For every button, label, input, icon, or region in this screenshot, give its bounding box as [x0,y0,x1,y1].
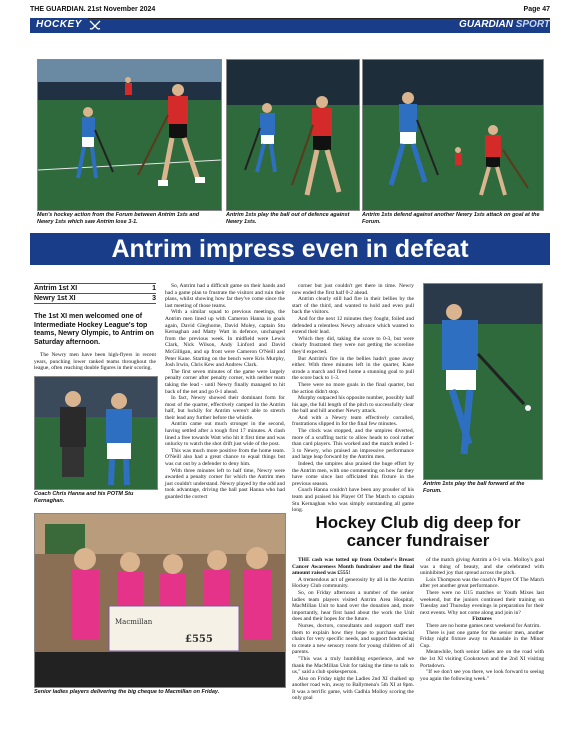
headline-antrim-impress: Antrim impress even in defeat [30,233,550,265]
paragraph: Antrim clearly still had fire in their bellies by the start of the third, and wanted to hold and even pull back the visitors. [292,296,414,316]
paragraph: corner but just couldn't get there in time. Newry now ended the first half 0-2 ahead. [292,283,414,296]
masthead [30,6,550,16]
paragraph: The Newry men have been high-flyers in recent years, punching lower ranked teams throughout the league, often reaching double figures in their scoring. [34,352,156,372]
hockey-sticks-icon [88,20,102,30]
paragraph: Which they did, taking the score to 0-3, but were clearly frustrated they were not getting the scoreline they'd expected. [292,335,414,355]
paragraph: Murphy outpaced his opposite number, possibly half his age, the full length of the pitch to successfully clear the ball and hill another Newry attack. [292,395,414,415]
score-team: Antrim 1st XI [34,285,78,292]
masthead-page-number: Page 47 [523,6,550,13]
paragraph: A tremendous act of generosity by all in the Antrim Hockey Club community. [292,576,414,590]
paragraph: "If we don't see you there, we look forward to seeing you again the following week." [420,669,544,682]
photo-men-action [37,59,222,211]
photo-ball-forward [423,283,543,480]
paragraph: There were no more goals in the final quarter, but the action didn't stop. [292,381,414,395]
paragraph: Meanwhile, both senior ladies are on the road with the 1st XI visiting Cookstown and the 2nd XI visiting Portadown. [420,649,544,669]
score-row [34,283,156,293]
paragraph: There were no U15 matches or Youth Mixes last weekend, but the juniors continued their training on Tuesday and Thursday evenings in preparation for their next events. Why not come along and join in? [420,589,544,616]
svg-text:Macmillan: Macmillan [115,618,153,626]
paragraph: There are no home games next weekend for Antrim. [426,622,541,629]
caption-photo1: Men's hockey action from the Forum between Antrim 1sts and Newry 1sts which saw Antrim lose 3-1. [37,212,200,225]
logo-sport: SPORT [515,19,550,30]
paragraph: THE cash was totted up from October's Breast Cancer Awareness Month fundraiser and the final amount raised was £555! [292,557,414,577]
article1-col1 [34,352,156,372]
paragraph: "This was a truly humbling experience, and we thank the MacMillan Unit for taking the time to talk to us," said a club spokesperson. [292,655,414,676]
paragraph: With three minutes left to half time, Newry were awarded a penalty corner for which the Antrim men just couldn't understand. Newry played by the odd and took advantage, driving the ball past Hanna who had guarded the correct [165,467,285,500]
score-value: 3 [152,295,156,302]
photo-coach-potm [34,376,158,490]
paragraph: This was much more positive from the home team. O'Neill also had a great chance to equal things but was cut out by a defender to deny him. [165,447,285,468]
logo-main: GUARDIAN [459,19,513,30]
paragraph: So, on Friday afternoon a number of the senior ladies team players visited Antrim Area Hospital, MacMillan Unit to hand over the donation and, more importantly, hear first hand about the work the Unit does and their hopes for the future. [292,589,414,623]
paragraph: The clock was stopped, and the umpires diverted, more of a scuffing tactic to allow heads to cool rather than card players. This worked and the match ended 1-3 to Newry, who praised an impressive performance and large leap forward by the Antrim men. [292,428,414,461]
article1-intro: The 1st XI men welcomed one of Intermediate Hockey League's top teams, Newry Olympic, to Antrim on Saturday afternoon. [34,313,154,346]
caption-photo4: Coach Chris Hanna and his POTM Stu Kernaghan. [34,491,134,504]
score-box [34,283,156,304]
caption-photo3: Antrim 1sts defend against another Newry 1sts attack on goal at the Forum. [362,212,540,225]
caption-photo2: Antrim 1sts play the ball out of defence against Newry 1sts. [226,212,350,225]
paragraph: But Antrim's fire in the bellies hadn't gone away either. With three minutes left in the quarter, Kane strode a march and fired home a stunning goal to pull the score back to 1-3. [292,355,414,382]
paragraph: So, Antrim had a difficult game on their hands and had a game plan to frustrate the visitors and ruin their plans, whilst showing how far they've come since the last meeting of those teams. [165,283,285,309]
score-row [34,293,156,304]
caption-photo5: Antrim 1sts play the ball forward at the Forum. [423,481,525,494]
paragraph: There is just one game for the senior men, another Friday night fixture away to Annadale in the Minor Cup. [420,629,544,649]
article2-col2 [420,557,544,682]
paragraph: Antrim came out much stronger in the second, having settled after a tough first 17 minutes. A clash lined a free towards Watt who hit it first time and was unlucky to watch the shot drift just wide of the post. [165,421,285,448]
score-value: 1 [152,285,156,292]
article2-col1 [292,557,414,702]
paragraph: of the match giving Antrim a 0-1 win. Molloy's goal was a thing of beauty, and she celebrated with uninhibited joy that spread across the pitch. [420,557,544,577]
paragraph: Indeed, the umpires also praised the huge effort by the Antrim men, with one commenting on how far they have come since last officiated this fixture in the previous season. [292,461,414,487]
paragraph: With a similar squad to previous meetings, the Antrim men lined up with Cameron Hanna in goals again, David Gleghorne, David Moley, captain Stu Kernaghan and Matty Watt in defence, unchanged from the previous week. In midfield were Lewis Clark, Nick Wilson, Andy Linford and David McGilligan, and up front were Cameron O'Neill and Peter Kane. Starting on the bench were Kris Murphy, Josh Irwin, Chris Kew and Andrew Clark. [165,309,285,369]
paragraph: Also on Friday night the Ladies 2nd XI chalked up another road win, away to Ballymena's 5th XI at 8pm. It was a terrific game, with Cadhla Molloy scoring the only goal [292,675,414,702]
photo-defend-attack [362,59,544,211]
paragraph: Coach Hanna couldn't have been any prouder of his team and praised his Player Of The Match to captain Stu Kernaghan who was simply outstanding all game long. [292,487,414,514]
paragraph: In fact, Newry showed their dominant form for most of the quarter, effectively camped in the Antrim half, but luckily for Antrim weren't able to stretch their lead any further before the whistle. [165,395,285,421]
masthead-paper-date: THE GUARDIAN. 21st November 2024 [30,6,156,13]
fixtures-heading: Fixtures [472,616,492,623]
photo-cheque [34,513,286,688]
caption-photo6: Senior ladies players delivering the big cheque to Macmillan on Friday. [34,689,220,695]
section-tag: HOCKEY [30,18,88,32]
paragraph: Lois Thompson was the coach's Player Of The Match after yet another great performance. [420,576,544,590]
paragraph: The first seven minutes of the game were largely penalty corner after penalty corner, with neither team taking the lead - until Newry finally managed to hit back of the net and go 0-1 ahead. [165,368,285,395]
photo-play-out-defence [226,59,360,211]
svg-text:£555: £555 [185,634,213,645]
paragraph: And for the next 12 minutes they fought, foiled and defended a relentless Newry advance which wanted to extend their lead. [292,315,414,336]
score-team: Newry 1st XI [34,295,76,302]
headline-cancer-fundraiser: Hockey Club dig deep for cancer fundraiser [315,513,521,550]
paragraph: Nurses, doctors, consultants and support staff met them to explain how they hope to purchase special chairs for very specific needs, and support fundraising to create a new sensory room for young children of all parents. [292,622,414,656]
article1-col2 [165,283,285,501]
paragraph: And with a Newry team effectively corralled, frustrations slipped in for the final few minutes. [292,414,414,428]
article1-col3 [292,283,414,514]
guardian-sport-logo [459,18,550,32]
